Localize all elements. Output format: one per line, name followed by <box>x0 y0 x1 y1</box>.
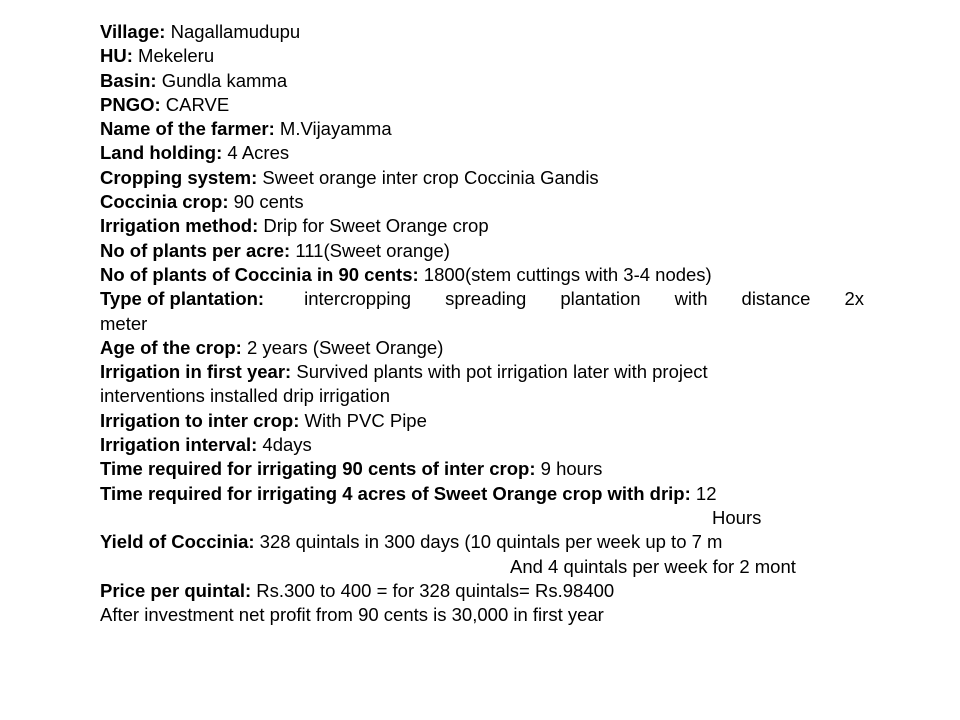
price-per-quintal-label: Price per quintal: <box>100 579 252 601</box>
irrigation-method-line <box>100 214 864 238</box>
sweet-orange-time-continuation <box>100 506 864 530</box>
plantation-type-word: intercropping <box>304 288 412 310</box>
farmer-name-line <box>100 117 864 141</box>
coccinia-yield-continuation <box>100 555 864 579</box>
irrigation-method-value: Drip for Sweet Orange crop <box>263 215 489 237</box>
inter-crop-time-label: Time required for irrigating 90 cents of inter crop: <box>100 458 536 480</box>
coccinia-crop-line <box>100 190 864 214</box>
coccinia-yield-label: Yield of Coccinia: <box>100 531 255 553</box>
pngo-line <box>100 93 864 117</box>
net-profit-text: After investment net profit from 90 cents is 30,000 in first year <box>100 604 604 626</box>
first-year-irrigation-continuation <box>100 384 864 408</box>
first-year-irrigation-line <box>100 360 864 384</box>
village-label: Village: <box>100 21 166 42</box>
plantation-type-word: distance <box>741 288 811 310</box>
coccinia-plants-line <box>100 263 864 287</box>
sweet-orange-time-value: 12 <box>695 482 717 504</box>
hu-line <box>100 44 864 68</box>
hu-value: Mekeleru <box>138 45 215 67</box>
price-per-quintal-line <box>100 579 864 603</box>
coccinia-yield-continuation-text: And 4 quintals per week for 2 mont <box>510 555 796 577</box>
slide-content <box>100 20 864 680</box>
sweet-orange-time-label: Time required for irrigating 4 acres of Sweet Orange crop with drip: <box>100 482 691 504</box>
hu-label: HU: <box>100 45 133 67</box>
cropping-system-line <box>100 166 864 190</box>
net-profit-line <box>100 603 864 627</box>
irrigation-method-label: Irrigation method: <box>100 215 259 237</box>
plantation-type-continuation-text: meter <box>100 312 148 334</box>
plantation-type-word: 2x <box>844 288 864 310</box>
farmer-name-label: Name of the farmer: <box>100 118 275 140</box>
coccinia-yield-value: 328 quintals in 300 days (10 quintals per week up to 7 m <box>259 531 723 553</box>
land-holding-value: 4 Acres <box>227 142 290 164</box>
land-holding-line <box>100 141 864 165</box>
plants-per-acre-line <box>100 239 864 263</box>
village-value: Nagallamudupu <box>170 21 301 42</box>
plantation-type-label: Type of plantation: <box>100 288 265 310</box>
coccinia-crop-value: 90 cents <box>233 191 304 213</box>
price-per-quintal-value: Rs.300 to 400 = for 328 quintals= Rs.98400 <box>256 579 615 601</box>
coccinia-plants-value: 1800(stem cuttings with 3-4 nodes) <box>423 263 712 285</box>
plants-per-acre-value: 111(Sweet orange) <box>295 239 450 261</box>
coccinia-crop-label: Coccinia crop: <box>100 191 229 213</box>
cropping-system-label: Cropping system: <box>100 166 258 188</box>
inter-crop-time-value: 9 hours <box>540 458 603 480</box>
plantation-type-word: plantation <box>560 288 641 310</box>
land-holding-label: Land holding: <box>100 142 223 164</box>
irrigation-interval-value: 4days <box>262 434 312 456</box>
plants-per-acre-label: No of plants per acre: <box>100 239 291 261</box>
plantation-type-word: with <box>674 288 708 310</box>
village-line <box>100 20 864 44</box>
sweet-orange-time-continuation-text: Hours <box>712 506 762 528</box>
cropping-system-value: Sweet orange inter crop Coccinia Gandis <box>262 166 599 188</box>
basin-value: Gundla kamma <box>161 69 288 91</box>
first-year-irrigation-value: Survived plants with pot irrigation later with project <box>296 361 708 383</box>
coccinia-plants-label: No of plants of Coccinia in 90 cents: <box>100 263 419 285</box>
inter-crop-irrigation-label: Irrigation to inter crop: <box>100 409 300 431</box>
first-year-irrigation-continuation-text: interventions installed drip irrigation <box>100 385 390 407</box>
crop-age-line <box>100 336 864 360</box>
inter-crop-irrigation-value: With PVC Pipe <box>304 409 427 431</box>
plantation-type-continuation <box>100 312 864 336</box>
coccinia-yield-line <box>100 530 864 554</box>
inter-crop-irrigation-line <box>100 409 864 433</box>
farmer-name-value: M.Vijayamma <box>279 118 392 140</box>
basin-label: Basin: <box>100 69 157 91</box>
irrigation-interval-label: Irrigation interval: <box>100 434 258 456</box>
crop-age-value: 2 years (Sweet Orange) <box>246 336 444 358</box>
basin-line <box>100 69 864 93</box>
crop-age-label: Age of the crop: <box>100 336 242 358</box>
first-year-irrigation-label: Irrigation in first year: <box>100 361 292 383</box>
plantation-type-word: spreading <box>445 288 527 310</box>
pngo-label: PNGO: <box>100 93 161 115</box>
inter-crop-time-line <box>100 457 864 481</box>
irrigation-interval-line <box>100 433 864 457</box>
pngo-value: CARVE <box>165 93 230 115</box>
sweet-orange-time-line <box>100 482 864 506</box>
plantation-type-line <box>100 287 864 311</box>
